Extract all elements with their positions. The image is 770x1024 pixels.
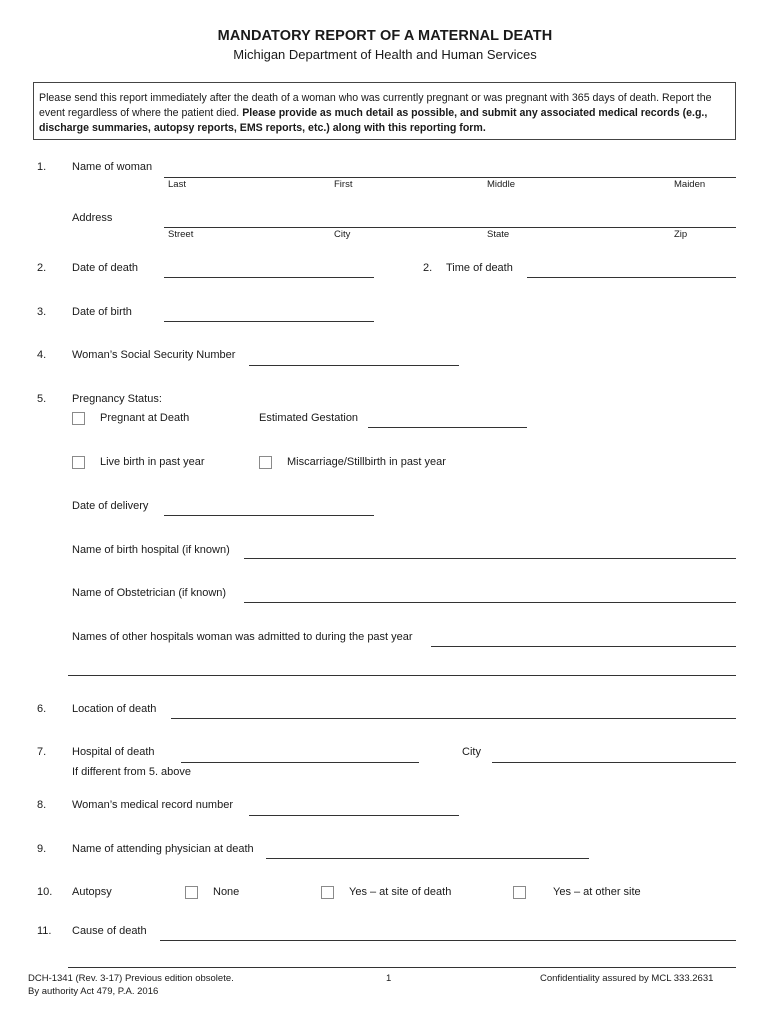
item-number-11: 11. [37, 925, 52, 937]
time-of-death-input-line[interactable] [527, 277, 736, 278]
date-of-delivery-input-line[interactable] [164, 515, 374, 516]
autopsy-site-of-death-label: Yes – at site of death [349, 886, 452, 898]
name-sub-maiden: Maiden [674, 179, 706, 190]
pregnancy-status-label: Pregnancy Status: [72, 393, 162, 405]
autopsy-label: Autopsy [72, 886, 112, 898]
item-number-10: 10. [37, 886, 53, 898]
page-number: 1 [386, 973, 392, 984]
item-number-7: 7. [37, 746, 47, 758]
form-subtitle: Michigan Department of Health and Human Services [233, 47, 537, 62]
medical-record-label: Woman’s medical record number [72, 799, 233, 811]
obstetrician-label: Name of Obstetrician (if known) [72, 587, 227, 599]
cause-of-death-label: Cause of death [72, 925, 147, 937]
confidentiality-text: Confidentiality assured by MCL 333.2631 [540, 973, 714, 984]
attending-physician-label: Name of attending physician at death [72, 843, 254, 855]
form-title: MANDATORY REPORT OF A MATERNAL DEATH [217, 28, 553, 44]
pregnant-at-death-label: Pregnant at Death [100, 412, 190, 424]
item-number-8: 8. [37, 799, 47, 811]
medical-record-input-line[interactable] [249, 815, 459, 816]
address-input-line[interactable] [164, 227, 736, 228]
other-hospitals-label: Names of other hospitals woman was admitted to during the past year [72, 631, 413, 643]
address-sub-zip: Zip [674, 229, 688, 240]
instructions-box [33, 82, 736, 140]
birth-hospital-label: Name of birth hospital (if known) [72, 544, 230, 556]
hospital-city-label: City [462, 746, 481, 758]
hospital-city-input-line[interactable] [492, 762, 736, 763]
date-of-delivery-label: Date of delivery [72, 500, 149, 512]
location-of-death-input-line[interactable] [171, 718, 736, 719]
obstetrician-input-line[interactable] [244, 602, 736, 603]
address-label: Address [72, 212, 113, 224]
item-number-2: 2. [37, 262, 47, 274]
authority-text: By authority Act 479, P.A. 2016 [28, 986, 159, 997]
address-sub-street: Street [168, 229, 194, 240]
date-of-birth-input-line[interactable] [164, 321, 374, 322]
location-of-death-label: Location of death [72, 703, 157, 715]
date-of-death-label: Date of death [72, 262, 139, 274]
other-hospitals-input-line[interactable] [431, 646, 736, 647]
instructions-bold-text: Please provide as much detail as possible, and submit any associated medical records (e.g., discharge summaries, autopsy reports, EMS reports, etc.) along with this reporting form. [39, 107, 708, 134]
instructions-text: Please send this report immediately after the death of a woman who was currently pregnant or was pregnant with 365 days of death. Report the event regardless of where the patient died. [39, 92, 712, 119]
hospital-of-death-input-line[interactable] [181, 762, 419, 763]
time-of-death-label: Time of death [446, 262, 513, 274]
autopsy-other-site-checkbox[interactable] [513, 886, 526, 899]
item-number-3: 3. [37, 306, 47, 318]
date-of-birth-label: Date of birth [72, 306, 132, 318]
autopsy-none-checkbox[interactable] [185, 886, 198, 899]
birth-hospital-input-line[interactable] [244, 558, 736, 559]
hospital-of-death-label: Hospital of death [72, 746, 155, 758]
name-input-line[interactable] [164, 177, 736, 178]
live-birth-checkbox[interactable] [72, 456, 85, 469]
cause-of-death-input-line[interactable] [160, 940, 736, 941]
name-sub-middle: Middle [487, 179, 515, 190]
miscarriage-checkbox[interactable] [259, 456, 272, 469]
autopsy-other-site-label: Yes – at other site [553, 886, 641, 898]
item-number-1: 1. [37, 161, 47, 173]
autopsy-site-of-death-checkbox[interactable] [321, 886, 334, 899]
ssn-label: Woman’s Social Security Number [72, 349, 236, 361]
autopsy-none-label: None [213, 886, 240, 898]
item-number-6: 6. [37, 703, 47, 715]
hospital-of-death-note: If different from 5. above [72, 766, 192, 778]
miscarriage-label: Miscarriage/Stillbirth in past year [287, 456, 446, 468]
form-id: DCH-1341 (Rev. 3-17) Previous edition obsolete. [28, 973, 234, 984]
pregnant-at-death-checkbox[interactable] [72, 412, 85, 425]
estimated-gestation-input-line[interactable] [368, 427, 527, 428]
name-label: Name of woman [72, 161, 153, 173]
name-sub-last: Last [168, 179, 186, 190]
item-number-4: 4. [37, 349, 47, 361]
live-birth-label: Live birth in past year [100, 456, 205, 468]
item-number-5: 5. [37, 393, 47, 405]
attending-physician-input-line[interactable] [266, 858, 589, 859]
address-sub-city: City [334, 229, 351, 240]
date-of-death-input-line[interactable] [164, 277, 374, 278]
item-number-9: 9. [37, 843, 47, 855]
address-sub-state: State [487, 229, 510, 240]
ssn-input-line[interactable] [249, 365, 459, 366]
estimated-gestation-label: Estimated Gestation [259, 412, 359, 424]
name-sub-first: First [334, 179, 353, 190]
footer-divider [68, 967, 736, 968]
item-number-2b: 2. [423, 262, 433, 274]
other-hospitals-input-line-2[interactable] [68, 675, 736, 676]
